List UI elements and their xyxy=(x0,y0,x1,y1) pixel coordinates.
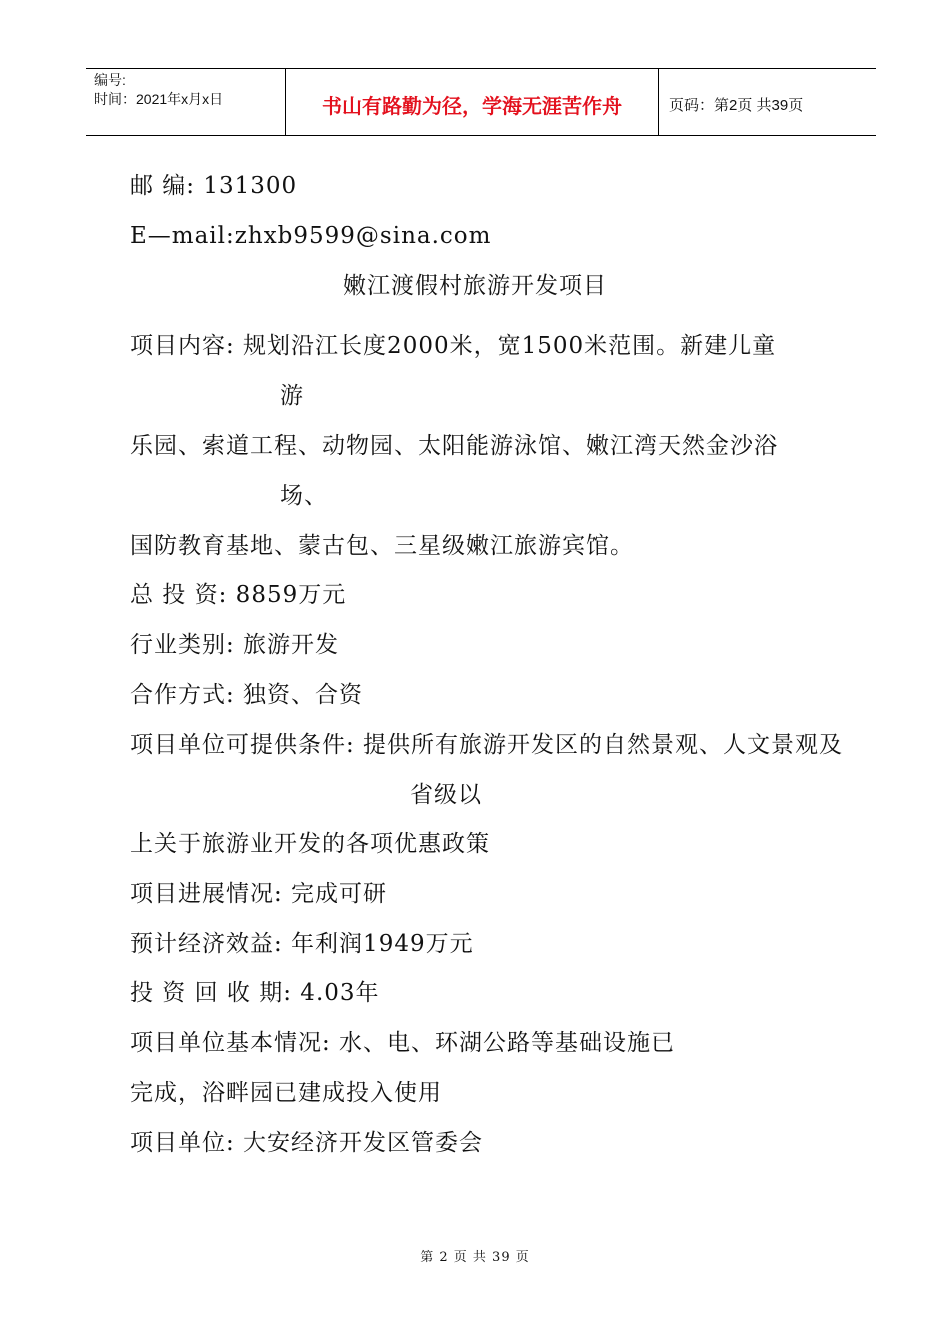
postal-code-line: 邮 编: 131300 xyxy=(130,173,298,199)
project-content-line: 项目内容: 规划沿江长度2000米，宽1500米范围。新建儿童 xyxy=(130,333,777,359)
email-line: E—mail:zhxb9599@sina.com xyxy=(130,223,492,249)
provided-conditions-wrap: 省级以 xyxy=(410,782,482,808)
industry-category-line: 行业类别: 旅游开发 xyxy=(130,632,340,658)
total-investment-line: 总 投 资: 8859万元 xyxy=(130,582,347,608)
provided-conditions-line: 上关于旅游业开发的各项优惠政策 xyxy=(130,831,490,857)
header-motto: 书山有路勤为径，学海无涯苦作舟 xyxy=(322,93,622,118)
page-footer: 第 2 页 共 39 页 xyxy=(420,1250,530,1265)
header-info xyxy=(86,69,286,135)
unit-status-line: 完成，浴畔园已建成投入使用 xyxy=(130,1080,442,1106)
project-content-line: 国防教育基地、蒙古包、三星级嫩江旅游宾馆。 xyxy=(130,533,634,559)
provided-conditions-line: 项目单位可提供条件: 提供所有旅游开发区的自然景观、人文景观及 xyxy=(130,732,844,758)
cooperation-mode-line: 合作方式: 独资、合资 xyxy=(130,682,364,708)
project-unit-line: 项目单位: 大安经济开发区管委会 xyxy=(130,1130,484,1156)
progress-line: 项目进展情况: 完成可研 xyxy=(130,881,388,907)
page-header xyxy=(86,68,876,136)
project-content-wrap: 场、 xyxy=(280,483,328,509)
document-number: 编号: xyxy=(94,72,126,88)
project-title: 嫩江渡假村旅游开发项目 xyxy=(343,273,607,299)
payback-period-line: 投 资 回 收 期: 4.03年 xyxy=(130,980,380,1006)
document-time: 时间：2021年x月x日 xyxy=(94,91,224,107)
project-content-line: 乐园、索道工程、动物园、太阳能游泳馆、嫩江湾天然金沙浴 xyxy=(130,433,778,459)
unit-status-line: 项目单位基本情况: 水、电、环湖公路等基础设施已 xyxy=(130,1030,676,1056)
header-page-number: 页码：第2页 共39页 xyxy=(669,96,804,114)
project-content-wrap: 游 xyxy=(280,383,304,409)
economic-benefit-line: 预计经济效益: 年利润1949万元 xyxy=(130,931,474,957)
